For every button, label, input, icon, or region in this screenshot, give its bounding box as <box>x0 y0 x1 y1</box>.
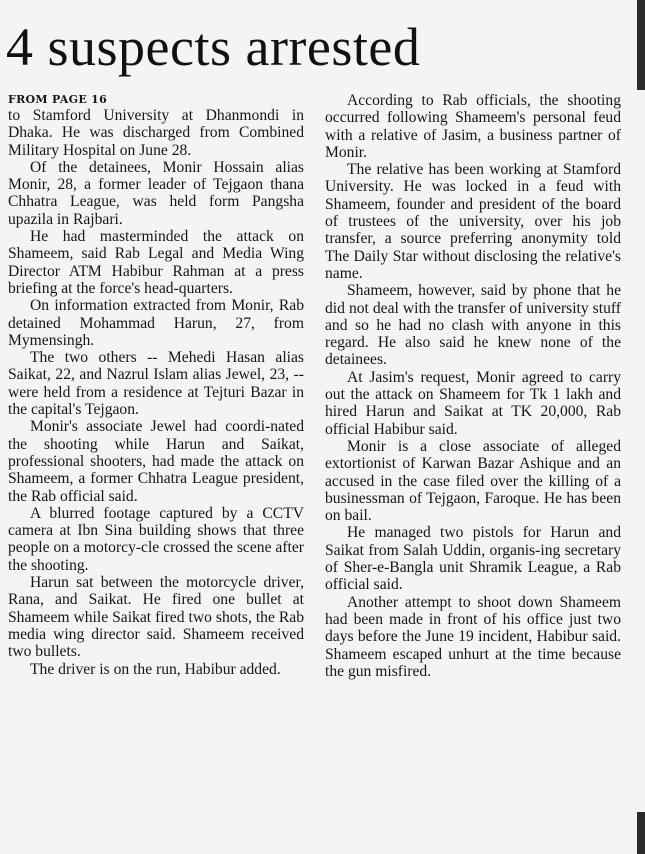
paragraph: Harun sat between the motorcycle driver, Rana, and Saikat. He fired one bullet at Shameem while Saikat fired two shots, the Rab media wing director said. Shameem received two bullets. <box>8 574 304 661</box>
paragraph: According to Rab officials, the shooting occurred following Shameem's personal feud with a relative of Jasim, a business partner of Monir. <box>325 92 621 161</box>
continuation-kicker: FROM PAGE 16 <box>8 93 108 106</box>
paragraph: The driver is on the run, Habibur added. <box>30 660 281 678</box>
paragraph: The two others -- Mehedi Hasan alias Saikat, 22, and Nazrul Islam alias Jewel, 23, -- were held from a residence at Tejturi Bazar in the capital's Tejgaon. <box>8 349 304 419</box>
paragraph: Shameem, however, said by phone that he did not deal with the transfer of university stuff and so he had no clash with anyone in this regard. He also said he knew none of the detainees. <box>325 282 621 369</box>
paragraph: Another attempt to shoot down Shameem had been made in front of his office just two days before the June 19 incident, Habibur said. Shameem escaped unhurt at the time because the gun misfired. <box>325 593 621 680</box>
paragraph: to Stamford University at Dhanmondi in Dhaka. He was discharged from Combined Military Hospital on June 28. <box>8 107 304 159</box>
paragraph: At Jasim's request, Monir agreed to carry out the attack on Shameem for Tk 1 lakh and hired Harun and Saikat at TK 20,000, Rab official Habibur said. <box>325 368 621 438</box>
paragraph: A blurred footage captured by a CCTV camera at Ibn Sina building shows that three people on a motorcy-cle crossed the scene after the shooting. <box>8 504 304 574</box>
page-edge-mark <box>637 812 645 854</box>
right-column <box>325 92 621 680</box>
left-column <box>8 92 304 678</box>
paragraph: He had masterminded the attack on Shameem, said Rab Legal and Media Wing Director ATM Habibur Rahman at a press briefing at the force's head-quarters. <box>8 228 304 297</box>
page-edge-mark <box>637 0 645 90</box>
paragraph: The relative has been working at Stamford University. He was locked in a feud with Shameem, founder and president of the board of trustees of the university, over his job transfer, a source preferring anonymity told The Daily Star without disclosing the relative's name. <box>325 161 621 282</box>
paragraph: He managed two pistols for Harun and Saikat from Salah Uddin, organis-ing secretary of Sher-e-Bangla unit Shramik League, a Rab official said. <box>325 524 621 594</box>
paragraph: Monir is a close associate of alleged extortionist of Karwan Bazar Ashique and an accused in the case filed over the killing of a businessman of Tejgaon, Faroque. He has been on bail. <box>325 437 621 525</box>
headline: 4 suspects arrested <box>6 17 421 77</box>
paragraph: On information extracted from Monir, Rab detained Mohammad Harun, 27, from Mymensingh. <box>8 297 304 349</box>
paragraph: Monir's associate Jewel had coordi-nated the shooting while Harun and Saikat, professional shooters, had made the attack on Shameem, a former Chhatra League president, the Rab official said. <box>8 418 304 505</box>
paragraph: Of the detainees, Monir Hossain alias Monir, 28, a former leader of Tejgaon thana Chhatra League, was held form Pangsha upazila in Rajbari. <box>8 158 304 228</box>
